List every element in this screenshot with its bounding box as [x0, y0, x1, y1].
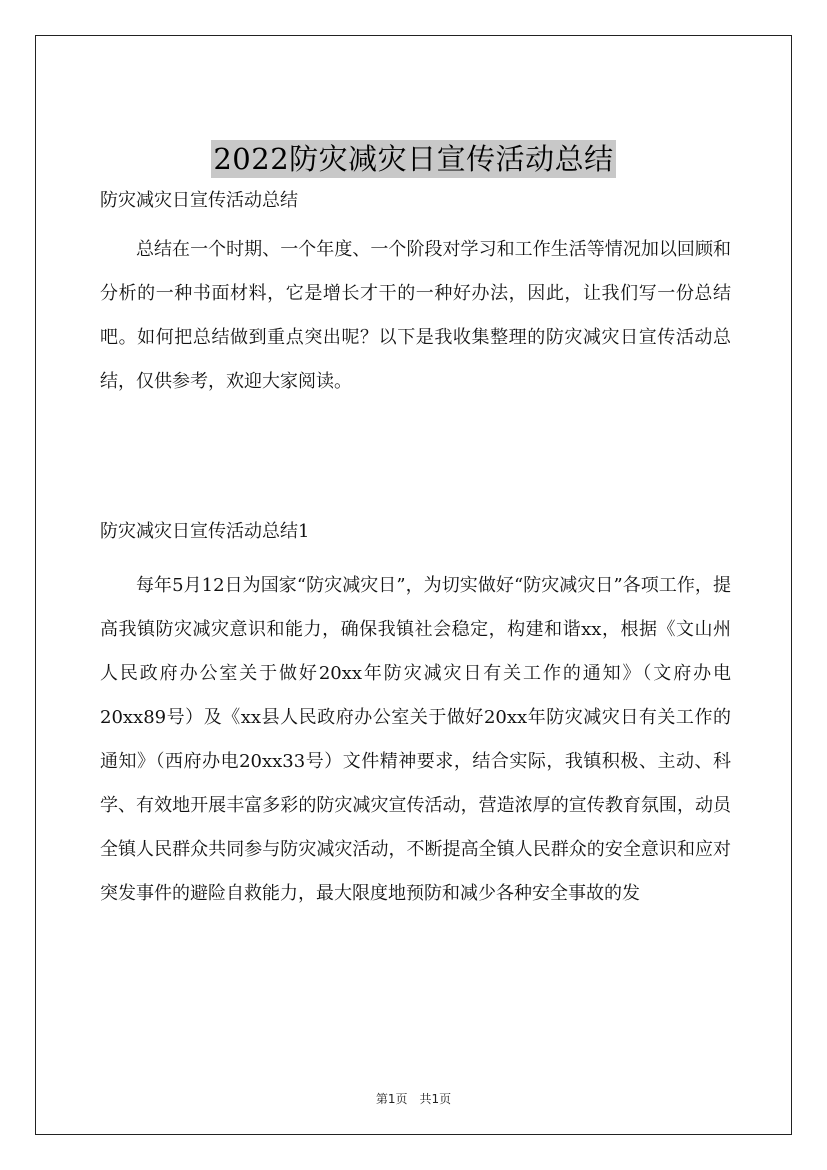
document-title: 2022防灾减灾日宣传活动总结	[213, 142, 614, 176]
page-number: 第1页	[375, 1092, 408, 1106]
section1-paragraph: 每年5月12日为国家“防灾减灾日”，为切实做好“防灾减灾日”各项工作，提高我镇防灾减灾意识和能力，确保我镇社会稳定，构建和谐xx，根据《文山州人民政府办公室关于做好20xx年防灾减灾日有关工作的通知》（文府办电20xx89号）及《xx县人民政府办公室关于做好20xx年防灾减灾日有关工作的通知》（西府办电20xx33号）文件精神要求，结合实际，我镇积极、主动、科学、有效地开展丰富多彩的防灾减灾宣传活动，营造浓厚的宣传教育氛围，动员全镇人民群众共同参与防灾减灾活动，不断提高全镇人民群众的安全意识和应对突发事件的避险自救能力，最大限度地预防和减少各种安全事故的发	[100, 575, 731, 904]
page-total: 共1页	[419, 1092, 452, 1106]
page-footer	[36, 1090, 791, 1107]
document-page	[35, 35, 792, 1135]
section1-heading: 防灾减灾日宣传活动总结1	[100, 521, 310, 542]
intro-paragraph: 总结在一个时期、一个年度、一个阶段对学习和工作生活等情况加以回顾和分析的一种书面材料，它是增长才干的一种好办法，因此，让我们写一份总结吧。如何把总结做到重点突出呢？以下是我收集整理的防灾减灾日宣传活动总结，仅供参考，欢迎大家阅读。	[100, 239, 731, 392]
title-wrapper	[36, 140, 791, 178]
document-subtitle: 防灾减灾日宣传活动总结	[100, 190, 298, 211]
